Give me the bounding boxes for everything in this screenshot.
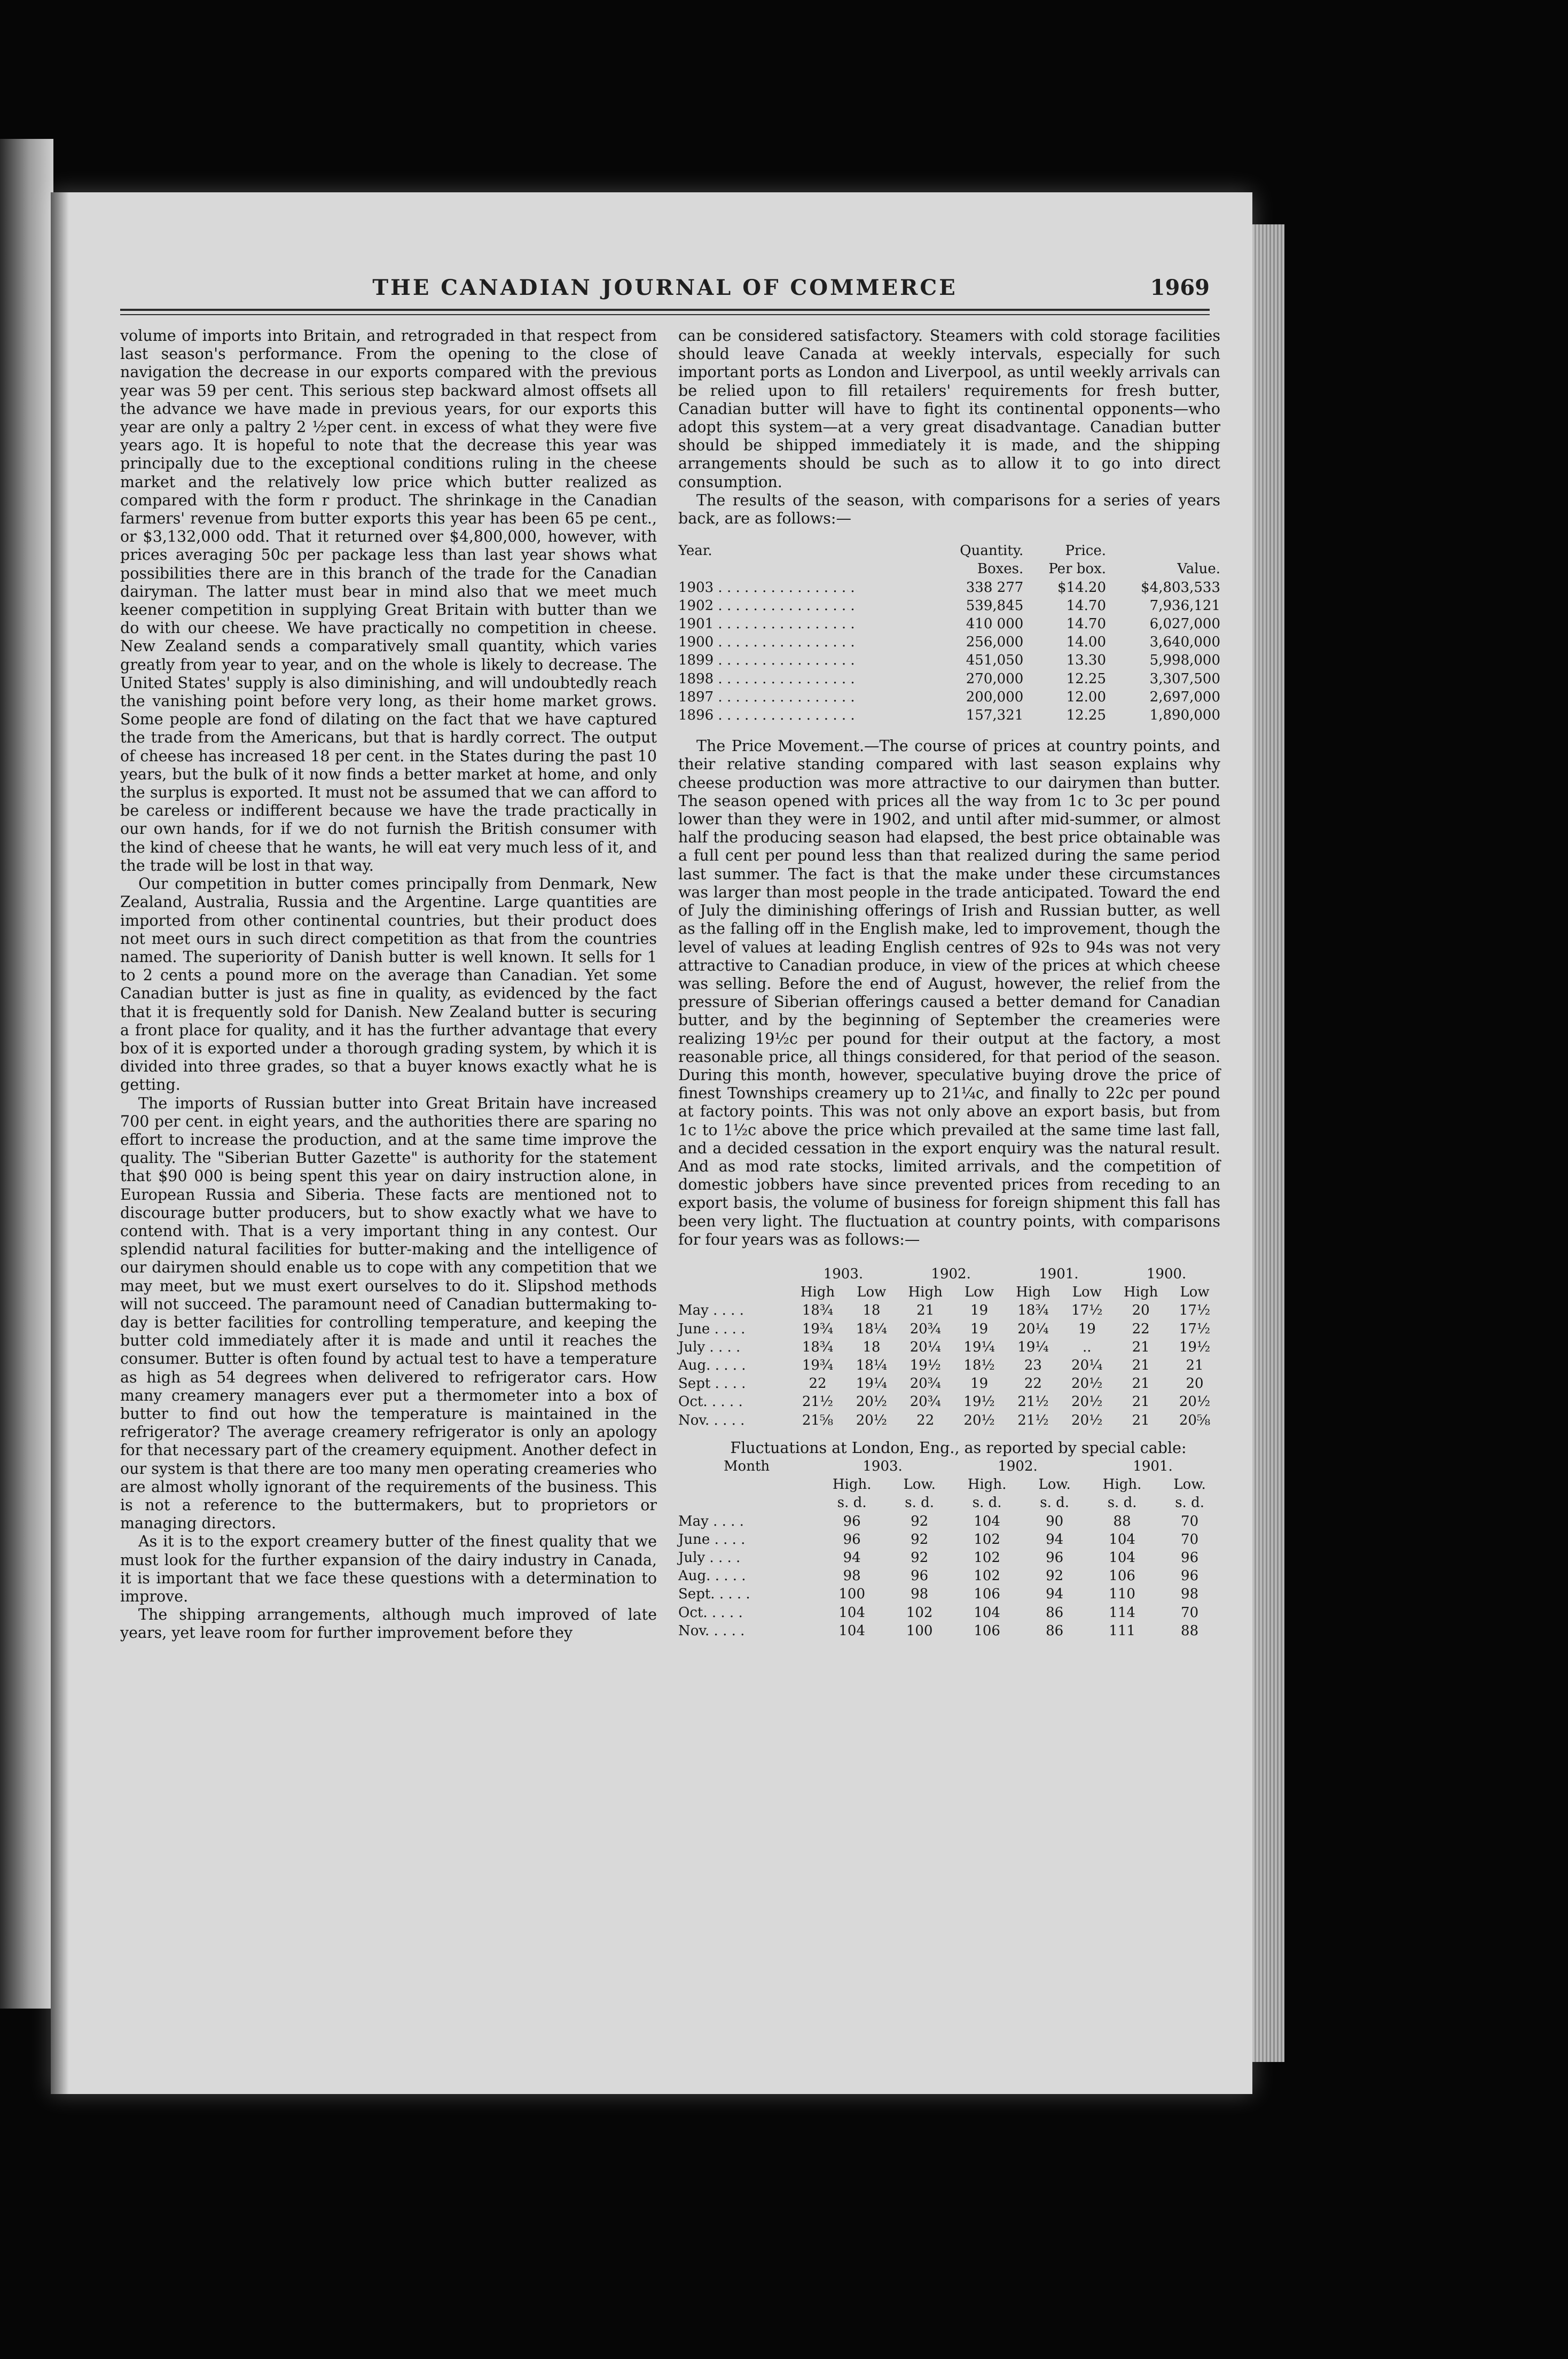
- column-header-value: [1106, 542, 1220, 560]
- high-value-cell: 19¾: [802, 1357, 834, 1373]
- units-header: s. d.: [905, 1495, 935, 1511]
- high-value-cell: 22: [916, 1412, 935, 1428]
- london-price-table-body: [678, 1512, 1220, 1640]
- low-value-cell: 18½: [963, 1357, 995, 1373]
- low-value-cell: 92: [1046, 1568, 1064, 1584]
- value-cell: 3,307,500: [1149, 670, 1220, 687]
- low-value-cell: 20½: [963, 1412, 995, 1428]
- low-value-cell: 18: [863, 1302, 881, 1319]
- table-row: [678, 1338, 1220, 1356]
- quantity-cell: 410 000: [966, 616, 1024, 632]
- header-rule-thin: [120, 314, 1210, 315]
- high-value-cell: 102: [974, 1531, 1000, 1548]
- london-price-table: [678, 1457, 1220, 1640]
- low-value-cell: 20½: [856, 1412, 887, 1428]
- table-row: [678, 706, 1220, 724]
- month-cell: Oct. . . . .: [678, 1604, 743, 1621]
- high-value-cell: 21: [1132, 1394, 1150, 1410]
- low-value-cell: 92: [911, 1550, 929, 1566]
- value-cell: 2,697,000: [1149, 689, 1220, 705]
- high-value-cell: 21½: [802, 1394, 834, 1410]
- low-value-cell: 17½: [1071, 1302, 1103, 1319]
- high-value-cell: 21: [1132, 1412, 1150, 1428]
- paragraph: The results of the season, with comparisons for a series of years back, are as follows:—: [678, 491, 1220, 528]
- value-cell: 3,640,000: [1149, 634, 1220, 651]
- units-header: s. d.: [1107, 1495, 1137, 1511]
- quantity-cell: 157,321: [966, 707, 1024, 724]
- table-row: [678, 688, 1220, 706]
- month-cell: May . . . .: [678, 1513, 744, 1529]
- low-value-cell: 20½: [1071, 1412, 1103, 1428]
- high-value-cell: 21⅝: [802, 1412, 834, 1428]
- low-value-cell: 86: [1046, 1604, 1064, 1621]
- year-header: 1901.: [1133, 1458, 1173, 1474]
- high-value-cell: 21: [1132, 1376, 1150, 1392]
- year-header: 1903.: [823, 1266, 864, 1282]
- table-header-row: [678, 1457, 1220, 1475]
- month-cell: Sept. . . . .: [678, 1586, 750, 1603]
- month-cell: July . . . .: [678, 1339, 741, 1355]
- quantity-cell: 270,000: [966, 670, 1024, 687]
- month-header: [678, 1494, 815, 1512]
- low-value-cell: 70: [1181, 1513, 1199, 1529]
- low-value-cell: 17½: [1179, 1302, 1211, 1319]
- low-value-cell: 96: [1046, 1550, 1064, 1566]
- high-value-cell: 96: [843, 1513, 861, 1529]
- price-cell: 14.70: [1066, 597, 1106, 614]
- month-header: [678, 1475, 815, 1494]
- price-cell: 13.30: [1066, 652, 1106, 669]
- low-header: Low: [857, 1284, 887, 1301]
- month-header: Month: [723, 1458, 770, 1474]
- low-value-cell: 94: [1046, 1531, 1064, 1548]
- low-header: Low: [964, 1284, 994, 1301]
- high-value-cell: 21½: [1017, 1394, 1049, 1410]
- low-value-cell: 90: [1046, 1513, 1064, 1529]
- month-cell: Nov. . . . .: [678, 1412, 745, 1428]
- low-value-cell: 20: [1186, 1376, 1204, 1392]
- low-value-cell: 19¼: [963, 1339, 995, 1355]
- table-row: [678, 1549, 1220, 1567]
- high-value-cell: 20¼: [1017, 1321, 1049, 1337]
- high-value-cell: 100: [838, 1586, 866, 1603]
- low-value-cell: 20¼: [1071, 1357, 1103, 1373]
- high-value-cell: 104: [1109, 1550, 1135, 1566]
- left-column: [120, 327, 657, 1643]
- high-header: High: [1016, 1284, 1050, 1301]
- price-cell: 14.00: [1066, 634, 1106, 651]
- table-row: [678, 1374, 1220, 1393]
- low-value-cell: 102: [906, 1604, 933, 1621]
- high-value-cell: 20¾: [910, 1321, 941, 1337]
- high-value-cell: 21½: [1017, 1412, 1049, 1428]
- column-subheader-per-box: Per box.: [1048, 561, 1106, 577]
- value-cell: $4,803,533: [1141, 579, 1220, 596]
- quantity-cell: 338 277: [966, 579, 1024, 596]
- high-value-cell: 20: [1132, 1302, 1150, 1319]
- low-value-cell: 96: [911, 1568, 929, 1584]
- low-value-cell: 19: [970, 1321, 989, 1337]
- year-cell: 1899 . . . . . . . . . . . . . . . .: [678, 652, 855, 669]
- high-header: High.: [832, 1477, 872, 1493]
- low-value-cell: 19¼: [856, 1376, 887, 1392]
- high-header: High.: [1102, 1477, 1142, 1493]
- units-header: s. d.: [1040, 1495, 1070, 1511]
- quantity-cell: 200,000: [966, 689, 1024, 705]
- month-cell: June . . . .: [678, 1321, 746, 1337]
- table-header-row: [678, 1265, 1220, 1283]
- paragraph: can be considered satisfactory. Steamers with cold storage facilities should leave Canada at weekly intervals, especially for such important ports as London and Liverpool, as until weekly arrivals can be relied upon to fill retailers' requirements for fresh butter, Canadian butter will have to fight its continental opponents—who adopt this system—at a very great disadvantage. Canadian butter should be shipped immediately it is made, and the shipping arrangements should be such as to allow it to go into direct consumption.: [678, 327, 1220, 491]
- year-header: 1903.: [863, 1458, 903, 1474]
- high-value-cell: 21: [1132, 1357, 1150, 1373]
- low-value-cell: 70: [1181, 1531, 1199, 1548]
- low-value-cell: 19: [1078, 1321, 1096, 1337]
- high-value-cell: 18¾: [802, 1339, 834, 1355]
- high-value-cell: 19½: [910, 1357, 941, 1373]
- quantity-cell: 539,845: [966, 597, 1024, 614]
- journal-page: [51, 192, 1252, 2094]
- table-row: [678, 1411, 1220, 1430]
- high-value-cell: 20¼: [910, 1339, 941, 1355]
- page-edge-stack: [1252, 224, 1284, 2062]
- month-header: [678, 1265, 789, 1283]
- year-cell: 1898 . . . . . . . . . . . . . . . .: [678, 670, 855, 687]
- low-value-cell: 20½: [1071, 1376, 1103, 1392]
- low-header: Low.: [903, 1477, 936, 1493]
- london-caption: Fluctuations at London, Eng., as reported by special cable:: [730, 1439, 1187, 1457]
- quantity-cell: 256,000: [966, 634, 1024, 651]
- value-cell: 6,027,000: [1149, 616, 1220, 632]
- high-value-cell: 94: [843, 1550, 861, 1566]
- low-value-cell: 18: [863, 1339, 881, 1355]
- table-row: [678, 615, 1220, 633]
- high-value-cell: 106: [974, 1622, 1000, 1639]
- table-row: [678, 633, 1220, 651]
- header-rule: [120, 309, 1210, 311]
- year-cell: 1901 . . . . . . . . . . . . . . . .: [678, 616, 855, 632]
- table-row: [678, 1356, 1220, 1374]
- month-cell: July . . . .: [678, 1550, 741, 1566]
- price-cell: 12.25: [1066, 670, 1106, 687]
- table-header-row: [678, 1475, 1220, 1494]
- high-value-cell: 104: [838, 1604, 866, 1621]
- low-value-cell: 92: [911, 1513, 929, 1529]
- low-header: Low.: [1173, 1477, 1206, 1493]
- year-header: 1900.: [1146, 1266, 1187, 1282]
- column-header-price: Price.: [1065, 543, 1106, 559]
- low-value-cell: 20½: [1071, 1394, 1103, 1410]
- high-value-cell: 21: [916, 1302, 935, 1319]
- scanner-glow: [0, 139, 53, 2009]
- high-value-cell: 104: [1109, 1531, 1135, 1548]
- table-row: [678, 1393, 1220, 1411]
- value-cell: 5,998,000: [1149, 652, 1220, 669]
- month-cell: Aug. . . . .: [678, 1357, 746, 1373]
- low-header: Low: [1072, 1284, 1102, 1301]
- high-header: High: [800, 1284, 835, 1301]
- low-value-cell: ..: [1083, 1339, 1092, 1355]
- table-header-row: [678, 1283, 1220, 1301]
- high-value-cell: 104: [838, 1622, 866, 1639]
- low-value-cell: 19½: [1179, 1339, 1211, 1355]
- low-value-cell: 94: [1046, 1586, 1064, 1603]
- right-column: [678, 327, 1220, 1640]
- low-value-cell: 18¼: [856, 1321, 887, 1337]
- table-row: [678, 1512, 1220, 1530]
- column-header-year: Year.: [678, 543, 712, 559]
- quantity-cell: 451,050: [966, 652, 1024, 669]
- table-header-row: [678, 1494, 1220, 1512]
- high-value-cell: 20¾: [910, 1376, 941, 1392]
- month-header: [678, 1283, 789, 1301]
- high-value-cell: 102: [974, 1568, 1000, 1584]
- country-price-table: [678, 1265, 1220, 1430]
- year-header: 1902.: [931, 1266, 971, 1282]
- low-value-cell: 20½: [856, 1394, 887, 1410]
- high-value-cell: 106: [974, 1586, 1000, 1603]
- high-value-cell: 21: [1132, 1339, 1150, 1355]
- month-cell: May . . . .: [678, 1302, 744, 1319]
- paragraph: The Price Movement.—The course of prices at country points, and their relative standing compared with last season explains why cheese production was more attractive to our dairymen than butter. The season opened with prices all the way from 1c to 3c per pound lower than they were in 1902, and until after mid-summer, or almost half the producing season had elapsed, the best price obtainable was a full cent per pound less than that realized during the same period last summer. The fact is that the make under these circumstances was larger than most people in the trade anticipated. Toward the end of July the diminishing offerings of Irish and Russian butter, as well as the falling off in the English make, led to improvement, though the level of values at leading English centres of 92s to 94s was not very attractive to Canadian produce, in view of the prices at which cheese was selling. Before the end of August, however, the relief from the pressure of Siberian offerings caused a better demand for Canadian butter, and by the beginning of September the creameries were realizing 19½c per pound for their output at the factory, a most reasonable price, all things considered, for that period of the season. During this month, however, speculative buying drove the price of finest Townships creamery up to 21¼c, and finally to 22c per pound at factory points. This was not only above an export basis, but from 1c to 1½c above the price which prevailed at the same time last fall, and a decided cessation in the export enquiry was the natural result. And as mod rate stocks, limited arrivals, and the competition of domestic jobbers have since prevented prices from receding to an export basis, the volume of business for foreign shipment this fall has been very light. The fluctuation at country points, with comparisons for four years was as follows:—: [678, 737, 1220, 1248]
- results-table-body: [678, 579, 1220, 725]
- high-value-cell: 102: [974, 1550, 1000, 1566]
- table-row: [678, 1320, 1220, 1338]
- low-value-cell: 86: [1046, 1622, 1064, 1639]
- units-header: s. d.: [1175, 1495, 1204, 1511]
- table-row: [678, 1585, 1220, 1603]
- table-row: [678, 1567, 1220, 1585]
- low-value-cell: 96: [1181, 1568, 1199, 1584]
- month-cell: Oct. . . . .: [678, 1394, 743, 1410]
- table-row: [678, 1604, 1220, 1622]
- high-value-cell: 22: [1132, 1321, 1150, 1337]
- high-value-cell: 88: [1113, 1513, 1131, 1529]
- high-value-cell: 19¼: [1017, 1339, 1049, 1355]
- low-header: Low.: [1038, 1477, 1071, 1493]
- high-header: High: [1123, 1284, 1158, 1301]
- low-header: Low: [1180, 1284, 1210, 1301]
- month-cell: Aug. . . . .: [678, 1568, 746, 1584]
- paragraph: As it is to the export creamery butter of the finest quality that we must look for the further expansion of the dairy industry in Canada, it is important that we face these questions with a determination to improve.: [120, 1533, 657, 1606]
- paragraph: The shipping arrangements, although much improved of late years, yet leave room for further improvement before they: [120, 1606, 657, 1642]
- low-value-cell: 92: [911, 1531, 929, 1548]
- price-cell: $14.20: [1057, 579, 1106, 596]
- low-value-cell: 21: [1186, 1357, 1204, 1373]
- table-row: [678, 1622, 1220, 1640]
- high-value-cell: 22: [809, 1376, 827, 1392]
- high-value-cell: 114: [1109, 1604, 1135, 1621]
- high-value-cell: 20¾: [910, 1394, 941, 1410]
- high-header: High.: [967, 1477, 1007, 1493]
- paragraph: volume of imports into Britain, and retrograded in that respect from last season's performance. From the opening to the close of navigation the decrease in our exports compared with the previous year was 59 per cent. This serious step backward almost offsets all the advance we have made in previous years, for our exports this year are only a paltry 2 ½per cent. in excess of what they were five years ago. It is hopeful to note that the decrease this year was principally due to the exceptional conditions ruling in the cheese market and the relatively low price which butter realized as compared with the form r product. The shrinkage in the Canadian farmers' revenue from butter exports this year has been 65 pe cent., or $3,132,000 odd. That it returned over $4,800,000, however, with prices averaging 50c per package less than last year shows what possibilities there are in this branch of the trade for the Canadian dairyman. The latter must bear in mind also that we meet much keener competition in supplying Great Britain with butter than we do with our cheese. We have practically no competition in cheese. New Zealand sends a comparatively small quantity, which varies greatly from year to year, and on the whole is likely to decrease. The United States' supply is also diminishing, and will undoubtedly reach the vanishing point before very long, as their home market grows. Some people are fond of dilating on the fact that we have captured the trade from the Americans, but that is hardly correct. The output of cheese has increased 18 per cent. in the States during the past 10 years, but the bulk of it now finds a better market at home, and only the surplus is exported. It must not be assumed that we can afford to be careless or indifferent because we have the trade practically in our own hands, for if we do not furnish the British consumer with the kind of cheese that he wants, he will eat very much less of it, and the trade will be lost in that way.: [120, 327, 657, 874]
- month-cell: June . . . .: [678, 1531, 746, 1548]
- high-value-cell: 19¾: [802, 1321, 834, 1337]
- low-value-cell: 20⅝: [1179, 1412, 1211, 1428]
- low-value-cell: 100: [906, 1622, 933, 1639]
- month-cell: Sept . . . .: [678, 1376, 746, 1392]
- table-row: [678, 579, 1220, 597]
- high-value-cell: 23: [1024, 1357, 1042, 1373]
- low-value-cell: 17½: [1179, 1321, 1211, 1337]
- high-value-cell: 18¾: [802, 1302, 834, 1319]
- low-value-cell: 19: [970, 1302, 989, 1319]
- high-value-cell: 96: [843, 1531, 861, 1548]
- low-value-cell: 88: [1181, 1622, 1199, 1639]
- page-number: 1969: [1150, 275, 1210, 300]
- value-cell: 1,890,000: [1149, 707, 1220, 724]
- low-value-cell: 18¼: [856, 1357, 887, 1373]
- units-header: s. d.: [837, 1495, 867, 1511]
- high-value-cell: 104: [974, 1513, 1000, 1529]
- high-value-cell: 111: [1109, 1622, 1135, 1639]
- year-cell: 1896 . . . . . . . . . . . . . . . .: [678, 707, 855, 724]
- price-cell: 14.70: [1066, 616, 1106, 632]
- paragraph: The imports of Russian butter into Great Britain have increased 700 per cent. in eight years, and the authorities there are sparing no effort to increase the production, and at the same time improve the quality. The "Siberian Butter Gazette" is authority for the statement that $90 000 is being spent this year on dairy instruction alone, in European Russia and Siberia. These facts are mentioned not to discourage butter producers, but to show exactly what we have to contend with. That is a very important thing in any contest. Our splendid natural facilities for butter-making and the intelligence of our dairymen should enable us to cope with any competition that we may meet, but we must exert ourselves to do it. Slipshod methods will not succeed. The paramount need of Canadian buttermaking to-day is better facilities for controlling temperature, and keeping the butter cold immediately after it is made and until it reaches the consumer. Butter is often found by actual test to have a temperature as high as 54 degrees when delivered to refrigerator cars. How many creamery managers ever put a thermometer into a box of butter to find out how the temperature is maintained in the refrigerator? The average creamery refrigerator is only an apology for that necessary part of the creamery equipment. Another defect in our system is that there are too many men operating creameries who are almost wholly ignorant of the requirements of the business. This is not a reference to the buttermakers, but to proprietors or managing directors.: [120, 1094, 657, 1533]
- results-table: [678, 542, 1220, 724]
- table-row: [678, 651, 1220, 669]
- low-value-cell: 98: [1181, 1586, 1199, 1603]
- year-header: 1901.: [1039, 1266, 1079, 1282]
- units-header: s. d.: [972, 1495, 1002, 1511]
- high-value-cell: 98: [843, 1568, 861, 1584]
- column-header-value: Value.: [1177, 561, 1220, 577]
- high-value-cell: 110: [1109, 1586, 1135, 1603]
- high-value-cell: 18¾: [1017, 1302, 1049, 1319]
- high-value-cell: 106: [1109, 1568, 1135, 1584]
- price-cell: 12.25: [1066, 707, 1106, 724]
- price-cell: 12.00: [1066, 689, 1106, 705]
- low-value-cell: 70: [1181, 1604, 1199, 1621]
- column-subheader-boxes: Boxes.: [977, 561, 1024, 577]
- country-price-table-body: [678, 1301, 1220, 1429]
- year-cell: 1900 . . . . . . . . . . . . . . . .: [678, 634, 855, 651]
- year-header: 1902.: [998, 1458, 1038, 1474]
- low-value-cell: 20½: [1179, 1394, 1211, 1410]
- value-cell: 7,936,121: [1149, 597, 1220, 614]
- running-head: [120, 275, 1210, 313]
- table-row: [678, 670, 1220, 688]
- table-row: [678, 597, 1220, 615]
- journal-title: THE CANADIAN JOURNAL OF COMMERCE: [372, 275, 958, 300]
- low-value-cell: 19½: [963, 1394, 995, 1410]
- column-header-quantity: Quantity.: [960, 543, 1024, 559]
- table-row: [678, 1301, 1220, 1319]
- year-cell: 1897 . . . . . . . . . . . . . . . .: [678, 689, 855, 705]
- low-value-cell: 19: [970, 1376, 989, 1392]
- high-header: High: [908, 1284, 943, 1301]
- low-value-cell: 98: [911, 1586, 929, 1603]
- year-cell: 1903 . . . . . . . . . . . . . . . .: [678, 579, 855, 596]
- table-row: [678, 1530, 1220, 1549]
- low-value-cell: 96: [1181, 1550, 1199, 1566]
- binding-gutter: [51, 192, 69, 2094]
- year-cell: 1902 . . . . . . . . . . . . . . . .: [678, 597, 855, 614]
- high-value-cell: 22: [1024, 1376, 1042, 1392]
- month-cell: Nov. . . . .: [678, 1622, 745, 1639]
- high-value-cell: 104: [974, 1604, 1000, 1621]
- paragraph: Our competition in butter comes principally from Denmark, New Zealand, Australia, Russia and the Argentine. Large quantities are imported from other continental countries, but their product does not meet ours in such direct competition as that from the countries named. The superiority of Danish butter is well known. It sells for 1 to 2 cents a pound more on the average than Canadian. Yet some Canadian butter is just as fine in quality, as evidenced by the fact that it is frequently sold for Danish. New Zealand butter is securing a front place for quality, and it has the further advantage that every box of it is exported under a thorough grading system, by which it is divided into three grades, so that a buyer knows exactly what he is getting.: [120, 875, 657, 1094]
